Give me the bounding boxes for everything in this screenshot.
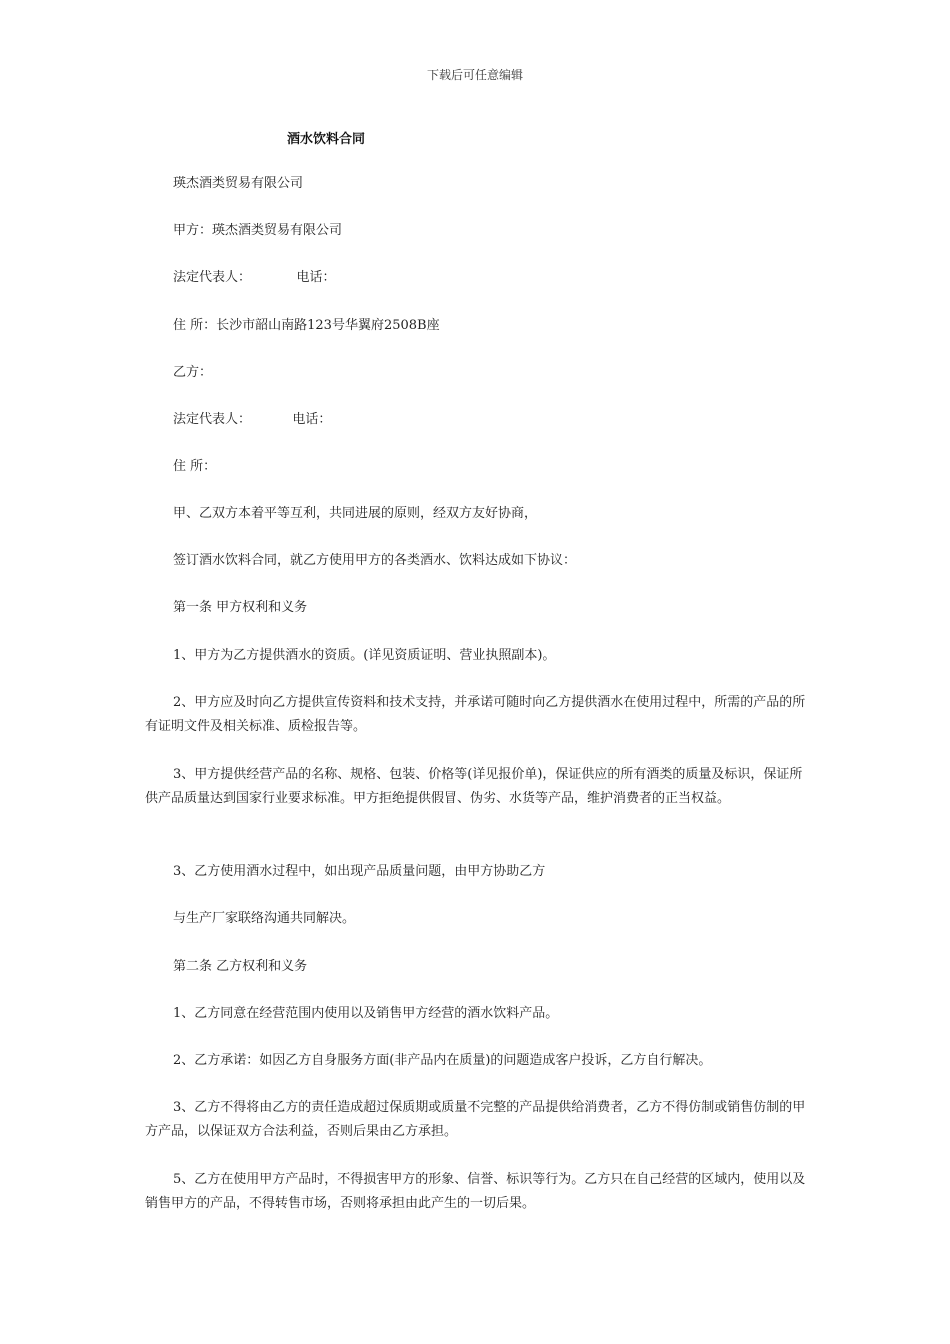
article-2-heading: 第二条 乙方权利和义务 bbox=[173, 959, 308, 974]
article-1-item-1: 1、甲方为乙方提供酒水的资质。(详见资质证明、营业执照副本)。 bbox=[173, 648, 556, 663]
article-1-item-4-line-1: 3、乙方使用酒水过程中，如出现产品质量问题，由甲方协助乙方 bbox=[173, 864, 546, 879]
party-b-representative: 法定代表人： 电话： bbox=[173, 412, 332, 427]
header-note: 下载后可任意编辑 bbox=[426, 68, 523, 82]
intro-line-2: 签订酒水饮料合同，就乙方使用甲方的各类酒水、饮料达成如下协议： bbox=[173, 553, 577, 568]
article-1-item-2: 2、甲方应及时向乙方提供宣传资料和技术支持，并承诺可随时向乙方提供酒水在使用过程中，所需的产品的所有证明文件及相关标准、质检报告等。 bbox=[145, 695, 806, 734]
article-1-heading: 第一条 甲方权利和义务 bbox=[173, 600, 308, 615]
intro-line-1: 甲、乙双方本着平等互利，共同进展的原则，经双方友好协商， bbox=[173, 506, 538, 521]
party-b-address: 住 所： bbox=[173, 459, 217, 474]
party-a-representative: 法定代表人： 电话： bbox=[173, 270, 336, 285]
article-1-item-3: 3、甲方提供经营产品的名称、规格、包装、价格等(详见报价单)，保证供应的所有酒类的质量及标识，保证所供产品质量达到国家行业要求标准。甲方拒绝提供假冒、伪劣、水货等产品，维护消费者的正当权益。 bbox=[145, 767, 803, 806]
article-2-item-5: 5、乙方在使用甲方产品时，不得损害甲方的形象、信誉、标识等行为。乙方只在自己经营的区域内，使用以及销售甲方的产品，不得转售市场，否则将承担由此产生的一切后果。 bbox=[145, 1172, 806, 1211]
article-1-item-4-line-2: 与生产厂家联络沟通共同解决。 bbox=[173, 911, 356, 926]
company-name: 瑛杰酒类贸易有限公司 bbox=[173, 176, 304, 191]
article-2-item-2: 2、乙方承诺：如因乙方自身服务方面(非产品内在质量)的问题造成客户投诉，乙方自行解决。 bbox=[173, 1053, 712, 1068]
party-a: 甲方：瑛杰酒类贸易有限公司 bbox=[173, 223, 343, 238]
party-a-address: 住 所：长沙市韶山南路123号华翼府2508B座 bbox=[173, 318, 440, 333]
document-title: 酒水饮料合同 bbox=[287, 132, 366, 147]
party-b: 乙方： bbox=[173, 365, 213, 380]
article-2-item-1: 1、乙方同意在经营范围内使用以及销售甲方经营的酒水饮料产品。 bbox=[173, 1006, 559, 1021]
article-2-item-3: 3、乙方不得将由乙方的责任造成超过保质期或质量不完整的产品提供给消费者，乙方不得仿制或销售仿制的甲方产品，以保证双方合法利益，否则后果由乙方承担。 bbox=[145, 1100, 806, 1139]
